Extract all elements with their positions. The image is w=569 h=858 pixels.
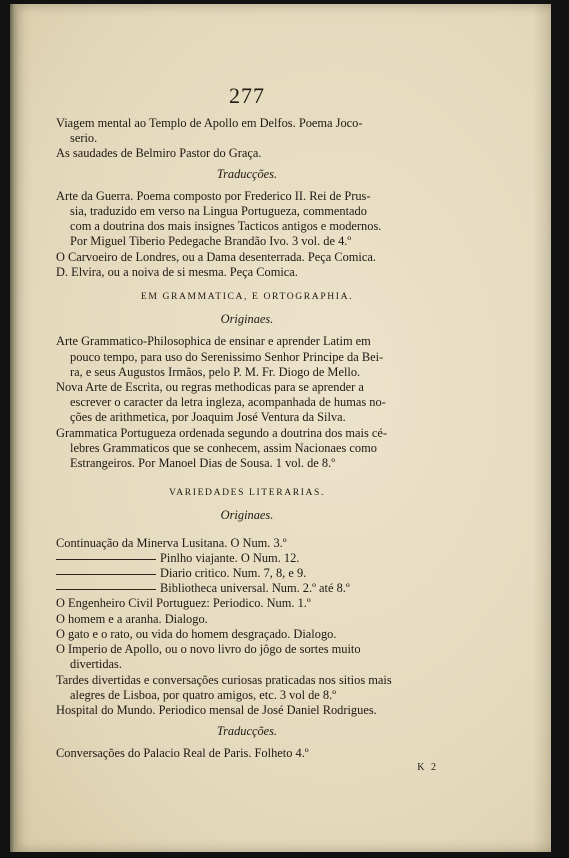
line: O Carvoeiro de Londres, ou a Dama desenterrada. Peça Comica. <box>56 249 376 264</box>
variedades-list <box>56 536 438 718</box>
line: escrever o caracter da letra ingleza, acompanhada de humas no- <box>70 395 386 410</box>
section-heading-grammatica: EM GRAMMATICA, E ORTOGRAPHIA. <box>140 291 354 303</box>
line: divertidas. <box>70 657 122 672</box>
line: ra, e seus Augustos Irmãos, pelo P. M. Fr. Diogo de Mello. <box>70 364 361 379</box>
ditto-rule <box>56 559 156 560</box>
page-number: 277 <box>229 83 265 108</box>
line: Por Miguel Tiberio Pedegache Brandão Ivo. 3 vol. de 4.º <box>70 234 352 249</box>
traducoes-heading: Traducções. <box>216 166 278 181</box>
line: Arte Grammatico-Philosophica de ensinar e aprender Latim em <box>56 334 371 349</box>
line: Grammatica Portugueza ordenada segundo a doutrina dos mais cé- <box>56 425 387 440</box>
line: O homem e a aranha. Dialogo. <box>56 611 208 626</box>
book-page <box>10 4 551 852</box>
section-heading-variedades: VARIEDADES LITERARIAS. <box>168 487 325 499</box>
line: Pinlho viajante. O Num. 12. <box>56 551 438 566</box>
ditto-rule <box>56 589 156 590</box>
page-edge <box>533 4 551 852</box>
signature-mark: K 2 <box>417 761 438 773</box>
line: sia, traduzido em verso na Lingua Portugueza, commentado <box>70 204 367 219</box>
page-gutter-shadow <box>10 4 18 852</box>
line: Nova Arte de Escrita, ou regras methodicas para se aprender a <box>56 380 364 395</box>
line: As saudades de Belmiro Pastor do Graça. <box>56 146 262 161</box>
line: Hospital do Mundo. Periodico mensal de José Daniel Rodrigues. <box>56 702 377 717</box>
line: alegres de Lisboa, por quatro amigos, etc. 3 vol de 8.º <box>70 687 337 702</box>
line: pouco tempo, para uso do Serenissimo Senhor Principe da Bei- <box>70 349 384 364</box>
line: lebres Grammaticos que se conhecem, assim Nacionaes como <box>70 440 377 455</box>
line: com a doutrina dos mais insignes Tacticos antigos e modernos. <box>70 219 382 234</box>
line: ções de arithmetica, por Joaquim José Ventura da Silva. <box>70 410 346 425</box>
ditto-rule <box>56 574 156 575</box>
originaes-heading: Originaes. <box>220 508 274 523</box>
originaes-heading: Originaes. <box>220 312 274 327</box>
line: Diario critico. Num. 7, 8, e 9. <box>56 566 438 581</box>
originaes-list <box>56 334 438 471</box>
page-text <box>56 84 438 775</box>
line: Conversações do Palacio Real de Paris. Folheto 4.º <box>56 746 309 761</box>
line: Arte da Guerra. Poema composto por Frederico II. Rei de Prus- <box>56 188 371 203</box>
line: Bibliotheca universal. Num. 2.º até 8.º <box>56 581 438 596</box>
block1 <box>56 116 438 162</box>
line: O Engenheiro Civil Portuguez: Periodico. Num. 1.º <box>56 596 311 611</box>
line: Tardes divertidas e conversações curiosas praticadas nos sitios mais <box>56 672 392 687</box>
traducoes-list <box>56 189 438 280</box>
line: Estrangeiros. Por Manoel Dias de Sousa. 1 vol. de 8.º <box>70 456 336 471</box>
traducoes-heading: Traducções. <box>216 724 278 739</box>
line: Continuação da Minerva Lusitana. O Num. 3.º <box>56 535 287 550</box>
line: serio. <box>70 131 98 146</box>
line: O Imperio de Apollo, ou o novo livro do jôgo de sortes muito <box>56 642 361 657</box>
line: D. Elvira, ou a noiva de si mesma. Peça Comica. <box>56 264 298 279</box>
line: O gato e o rato, ou vida do homem desgraçado. Dialogo. <box>56 626 337 641</box>
line: Viagem mental ao Templo de Apollo em Delfos. Poema Joco- <box>56 116 363 130</box>
